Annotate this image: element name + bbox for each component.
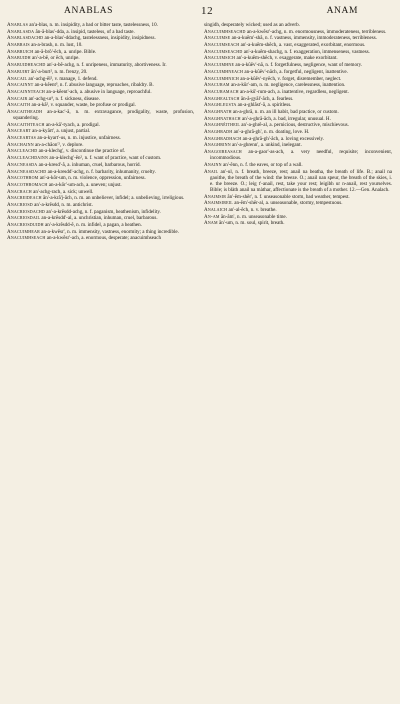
definition: an-a-klechg', v. discontinue the practice of. — [37, 148, 126, 155]
dictionary-entry — [204, 214, 392, 220]
definition: ăn'-ĕm-shĕr', n. f. unseasonable storm, bad weather, tempest. — [226, 193, 350, 200]
definition: an'-al-ĕch, n. v. breathe. — [227, 206, 277, 213]
headword: Anacneasdachd — [7, 168, 47, 175]
headword: Anacleachdainn — [7, 155, 49, 162]
page-number: 12 — [201, 5, 214, 17]
headword: Anacuimhseach — [7, 235, 46, 242]
definition: an'-achg-ur³, n. f. sickness, disease. — [27, 95, 100, 102]
headword: Anam — [204, 220, 218, 227]
definition: an'-a-kuĕm-shĕch, v. exaggerate, make exorbitant. — [235, 55, 338, 62]
headword: Anablasda — [7, 28, 35, 35]
headword: Anacuimhne — [204, 62, 235, 69]
dictionary-entry — [7, 96, 194, 102]
headword: Analaich — [204, 206, 228, 213]
headword: Anaimsir — [204, 193, 227, 200]
dictionary-entry — [7, 215, 194, 221]
dictionary-entry — [204, 149, 392, 161]
dictionary-entry — [204, 169, 392, 193]
dictionary-entry — [7, 82, 194, 88]
definition: ăn-ă-blas'-dda, a. insipid, tasteless, of a bad taste. — [34, 28, 135, 35]
headword: Anacuimhnich — [204, 75, 239, 82]
headword: Anaghnéitheil — [204, 122, 241, 129]
definition: an'-a-bĕ, or ĕch, unripe. — [30, 55, 80, 62]
definition: an'-a-kuĕm-shĕch, a. vast, exaggerated, exorbitant, enormous. — [239, 42, 366, 49]
running-header — [8, 6, 392, 20]
headword: Anacneasda — [7, 161, 38, 168]
dictionary-entry — [204, 207, 392, 213]
dictionary-entry — [7, 229, 194, 235]
headword: Anacothromach — [7, 181, 48, 188]
headword: Anacuimhseachd — [204, 28, 246, 35]
dictionary-entry — [204, 22, 392, 28]
definition: an'-ul, n. f. breath, breeze, rest; anail na beatha, the breath of life. B.; anail na gaoithe, the breath of the wind: the breeze. O.; anail nan speur, the breath of the skies, i. e. the breeze. O.; leig t'-anail, rest, take your rest; leigibh ur n-anail, rest yourselves. Bible; is blàth anail na màthar, affectionate is the breath of a mother. 12.—Gen. Analach. — [210, 168, 392, 193]
headword: Anaceart — [7, 128, 31, 135]
dictionary-entry — [204, 62, 392, 68]
left-column — [7, 22, 194, 242]
headword: Anacaitheadh — [7, 108, 43, 115]
dictionary-entry — [7, 76, 194, 82]
definition: an'-a-kuĕm-shachg, n. f. exaggeration, immenseness, vastness. — [242, 48, 370, 55]
definition: an-a-kĕent'-ach, a. abusive in language, reproachful. — [45, 88, 152, 95]
right-column — [204, 22, 392, 227]
headword: Anacuimse — [204, 35, 231, 42]
headword: Anacuimseach — [204, 42, 240, 49]
definition: an-a-kwĕsr'-achg, n. m. enormousness, immoderateness, terribleness. — [245, 28, 387, 35]
definition: an-a-ghră, n. m. an ill habit, bad practice, or custom. — [231, 108, 339, 115]
definition: ăn-ă-gyăl'-ăch, a. fearless. — [239, 95, 294, 102]
definition: an'-achg-ĕl², v. manage, 1. defend. — [27, 75, 98, 82]
definition: an-a-kă², v. squander, waste, be profuse or prodigal. — [30, 102, 136, 109]
definition: an-a-ghră-gh'-ăch, a. loving excessively. — [241, 135, 324, 142]
definition: ăn'-a-kră'j-ăch, n. m. an unbeliever, infidel; a. unbelieving, irreligious. — [41, 195, 185, 202]
headword: Anacuimseachd — [204, 48, 243, 55]
headword: Anacleachd — [7, 148, 38, 155]
definition: an-a-kuĕm'-shă, n. f. vastness, immensity, immoderateness, terribleness. — [230, 35, 377, 42]
dictionary-entry — [7, 29, 194, 35]
dictionary-entry — [204, 194, 392, 200]
dictionary-entry — [204, 122, 392, 128]
headword: Anacuramach — [204, 88, 239, 95]
definition: an'-achg-rach, a. sick; unwell. — [31, 188, 94, 195]
definition: an-a-kwĕsr', n. m. immensity, vastness, enormity; a thing incredible. — [39, 228, 179, 235]
dictionary-entry — [204, 200, 392, 206]
dictionary-entry — [7, 222, 194, 228]
headword: Anaghrinn — [204, 142, 231, 149]
definition: an-a-kresdd'-achg, n. f. barbarity, inhumanity, cruelty. — [46, 168, 156, 175]
dictionary-entry — [7, 175, 194, 181]
headword: Anaghnath — [204, 108, 232, 115]
headword: Anaimsireil — [204, 200, 233, 207]
definition: an-a-kŭ'-rum-ach, a. inattentive, regardless, negligent. — [238, 88, 349, 95]
headword: Anail — [204, 168, 219, 175]
headword: Anacreideach — [7, 195, 42, 202]
headword: Anacail — [7, 75, 28, 82]
definition: an-a-ghlăst'-ă, a. spiritless. — [236, 102, 292, 109]
dictionary-entry — [204, 129, 392, 135]
dictionary-entry — [7, 69, 194, 75]
headword: Anacair — [7, 95, 28, 102]
definition: an-a-kă'-tyach, a. prodigal. — [44, 121, 100, 128]
dictionary-entry — [204, 220, 392, 226]
dictionary-entry — [204, 102, 392, 108]
definition: an-a-kac'-ă, n. m. extravagance, prodigality, waste, profusion, squandering. — [13, 108, 194, 122]
dictionary-entry — [7, 209, 194, 215]
dictionary-entry — [7, 169, 194, 175]
headword: Anacriosdachd — [7, 208, 46, 215]
headword: Anaghradh — [204, 129, 233, 135]
headword: Anabuirt — [7, 68, 30, 75]
definition: an'-a-bĕ-achg, n. f. unripeness, immaturity, abortiveness. Ir. — [45, 62, 167, 69]
dictionary-entry — [7, 35, 194, 41]
definition: singidh, desperately wicked; used as an adverb. — [204, 22, 300, 28]
dictionary-entry — [204, 96, 392, 102]
headword: Anacriosdail — [7, 215, 41, 222]
definition: ăn-ăm', n. m. unseasonable time. — [219, 213, 287, 220]
dictionary-entry — [7, 122, 194, 128]
headword: Anaghleusta — [204, 102, 237, 109]
definition: an-a-kŭĕv'-nă, n. f. forgetfulness, negligence, want of memory. — [234, 62, 363, 69]
dictionary-entry — [204, 116, 392, 122]
definition: an-a-brash, n. m. lust, 10. — [29, 42, 83, 49]
dictionary-entry — [7, 49, 194, 55]
headword: Anabuidheachd — [7, 62, 46, 69]
dictionary-entry — [204, 89, 392, 95]
headword: Anacuram — [204, 82, 230, 89]
dictionary-entry — [204, 55, 392, 61]
headword: Anacainnt — [7, 82, 34, 89]
definition: an'a-blas, n. m. insipidity, a bad or bitter taste, tastelessness, 10. — [28, 22, 158, 28]
headword: Anaghealtach — [204, 95, 240, 102]
dictionary-entry — [204, 109, 392, 115]
definition: an'-a-ghrenn', a. unkind, inelegant. — [230, 142, 302, 149]
headword: Anabruich — [7, 48, 34, 55]
dictionary-entry — [204, 82, 392, 88]
dictionary-entry — [7, 135, 194, 141]
definition: an-a-kyărt', a. unjust, partial. — [30, 128, 91, 135]
definition: an-a-kĕent³, n. f. abusive language, reproaches, ribaldry. B. — [33, 82, 154, 89]
headword: Anaceartas — [7, 135, 37, 142]
dictionary-entry — [7, 89, 194, 95]
headword: An-am — [204, 213, 220, 220]
definition: an-ĕm'-shĕr-al, a. unseasonable, stormy, tempestuous. — [232, 200, 343, 207]
dictionary-entry — [204, 29, 392, 35]
dictionary-entry — [7, 62, 194, 68]
dictionary-entry — [7, 102, 194, 108]
dictionary-entry — [7, 182, 194, 188]
definition: an-a-kyart'-us, n. m. injustice, unfairness. — [36, 135, 121, 142]
definition: ăn'-a-burt², n. m. frenzy, 20. — [29, 68, 88, 75]
headword: Anacaith — [7, 102, 31, 109]
definition: an-ă-brŏ'-ĕch, a. unripe. Bible. — [33, 48, 97, 55]
dictionary-entry — [204, 35, 392, 41]
definition: an'-a-ghră-gh', n. m. doating, love. H. — [232, 129, 310, 135]
headword: Anachainn — [7, 141, 34, 148]
definition: an-a-kŏr'-um-ach, a. uneven; unjust. — [47, 181, 122, 188]
dictionary-entry — [7, 128, 194, 134]
headword: Anacainnteach — [7, 88, 46, 95]
right-guide-word: ANAM — [326, 6, 358, 16]
definition: an'-a-krĕsdd-ĕ, n. m. infidel, a pagan, a heathen. — [43, 222, 142, 229]
dictionary-entry — [7, 235, 194, 241]
dictionary-entry — [7, 42, 194, 48]
headword: Anaghnathach — [204, 115, 241, 122]
headword: Anacuimhneach — [204, 68, 244, 75]
dictionary-entry — [7, 109, 194, 121]
dictionary-entry — [7, 22, 194, 28]
headword: Anacaithteach — [7, 121, 45, 128]
dictionary-entry — [7, 148, 194, 154]
dictionary-entry — [204, 76, 392, 82]
definition: an'-ĕnn, n. f. the eaves, or top of a wall. — [221, 161, 303, 168]
headword: Anacuimhear — [7, 228, 40, 235]
definition: an'-a-kŏr-um, n. m. violence, oppression, unfairness. — [38, 175, 146, 182]
headword: Anablasdachd — [7, 35, 44, 42]
headword: Anacrach — [7, 188, 32, 195]
definition: an-a-klechg'-ĕn², n. f. want of practice, want of custom. — [48, 155, 162, 162]
definition: ăn'-um, n. m. soul, spirit, breath. — [217, 220, 285, 227]
headword: Anacriosd — [7, 201, 33, 208]
dictionary-entry — [204, 142, 392, 148]
dictionary-entry — [7, 189, 194, 195]
dictionary-entry — [7, 142, 194, 148]
headword: Anacriosduidh — [7, 222, 44, 229]
definition: an'-a-krĕsdd-achg, n. f. paganism, heathenism, infidelity. — [45, 208, 161, 215]
dictionary-entry — [7, 55, 194, 61]
headword: Anaghradhach — [204, 135, 242, 142]
dictionary-entry — [7, 155, 194, 161]
dictionary-entry — [204, 49, 392, 55]
dictionary-entry — [204, 162, 392, 168]
dictionary-entry — [7, 195, 194, 201]
definition: an-a-gaor'-as-ach, a. very needful, requisite; inconvenient, incommodious. — [210, 149, 392, 162]
headword: Anainn — [204, 161, 222, 168]
definition: an-a-kŭĕv'-năch, a. forgetful, negligent, inattentive. — [243, 68, 348, 75]
definition: an'-a-ghră-ăch, a. bad, irregular, unusual. H. — [240, 115, 331, 122]
dictionary-entry — [7, 162, 194, 168]
left-guide-word: ANABLAS — [64, 6, 114, 16]
headword: Anacothrom — [7, 175, 39, 182]
definition: an-a-krĕsdd'-al, a. unchristian, inhuman, cruel, barbarous. — [40, 215, 158, 222]
dictionary-entry — [204, 69, 392, 75]
headword: Anacuimsich — [204, 55, 236, 62]
definition: an-a-kresd'-ă, a. inhuman, cruel, barbarous, horrid. — [37, 161, 141, 168]
definition: an-a-chăon'², v. deplore. — [33, 141, 84, 148]
definition: an'-a-ghrĕ-al, a. pernicious, destructive, mischievous. — [240, 122, 349, 129]
definition: an-a-kŭĕv'-nyĕch, v. forget, disremember, neglect. — [238, 75, 342, 82]
headword: Anagoireasach — [204, 149, 242, 156]
dictionary-entry — [204, 136, 392, 142]
definition: an'-a-krĕsdd, n. m. antichrist. — [32, 201, 93, 208]
headword: Anablas — [7, 22, 29, 28]
definition: an-a-kwĕsr'-ach, a. enormous, desperate; anacuimhseach — [45, 235, 162, 242]
definition: an-a-kŭr'-am, n. m. negligence, carelessness, inattention. — [229, 82, 346, 89]
dictionary-entry — [204, 42, 392, 48]
headword: Anabuidh — [7, 55, 31, 62]
dictionary-entry — [7, 202, 194, 208]
headword: Anabrais — [7, 42, 30, 49]
definition: an-a-blas'-ddachg, tastelessness, insipidity, insipidness. — [43, 35, 156, 42]
